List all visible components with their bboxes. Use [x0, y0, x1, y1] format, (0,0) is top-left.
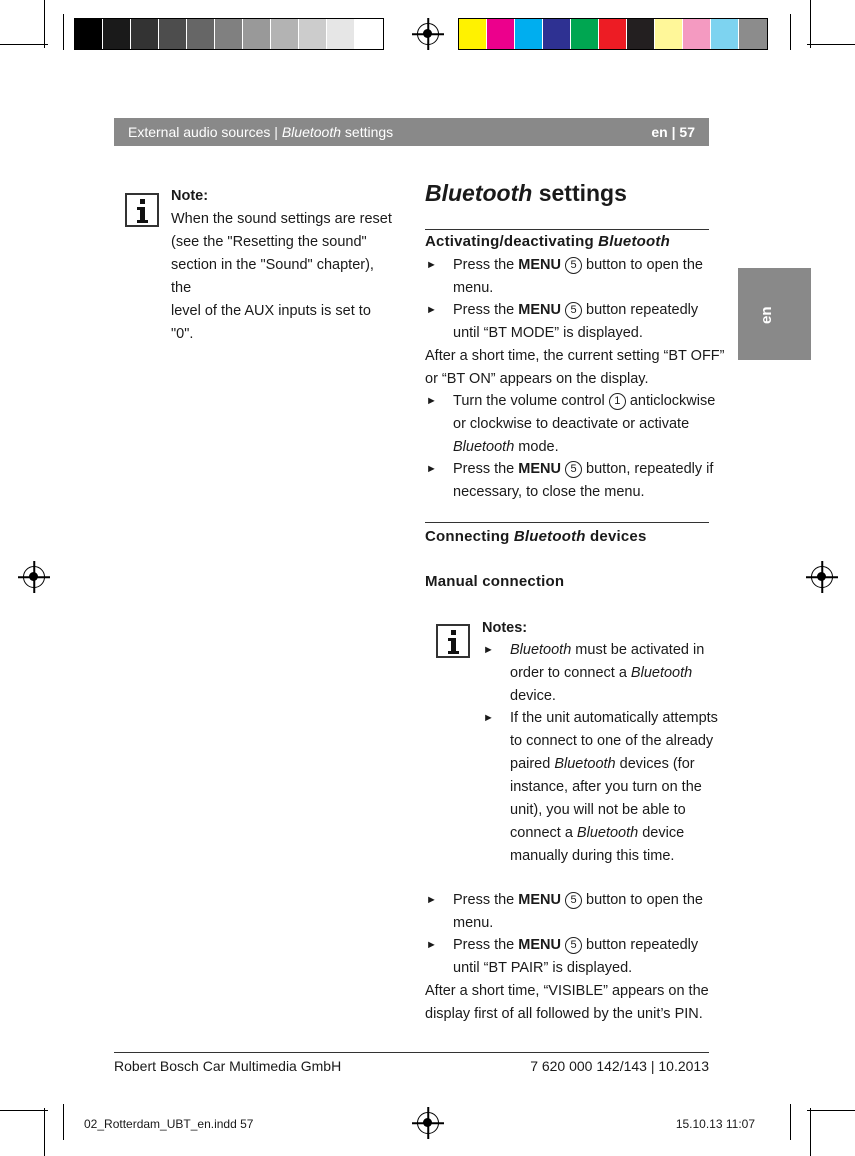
divider [425, 229, 709, 230]
language-tab-label: en [758, 306, 775, 324]
header-section: External audio sources | Bluetooth settings [128, 124, 394, 140]
note-line: (see the "Resetting the sound" [171, 234, 367, 250]
step-item: ► Press the MENU 5 button to open the menu. [426, 892, 703, 931]
note-bullet: ► Bluetooth must be activated in order to connect a Bluetooth device. [483, 642, 705, 704]
manual-connection-heading: Manual connection [425, 573, 565, 590]
note-title: Note: [171, 188, 209, 204]
note-line: section in the "Sound" chapter), the [171, 257, 374, 296]
crop-mark [807, 1110, 855, 1111]
footer-publisher: Robert Bosch Car Multimedia GmbH [114, 1058, 342, 1074]
paragraph: After a short time, “VISIBLE” appears on the display first of all followed by the unit’s PIN. [425, 983, 709, 1022]
crop-mark [790, 1104, 791, 1140]
crop-mark [63, 14, 64, 50]
footer-rule [114, 1052, 709, 1053]
slug-filename: 02_Rotterdam_UBT_en.indd 57 [84, 1117, 254, 1131]
step-item: ► Press the MENU 5 button repeatedly until “BT PAIR” is displayed. [426, 937, 699, 976]
step-item: ► Turn the volume control 1 anticlockwise or clockwise to deactivate or activate Bluetooth mode. [426, 393, 716, 455]
step-item: ► Press the MENU 5 button to open the menu. [426, 257, 703, 296]
crop-mark [0, 44, 48, 45]
registration-mark-icon [417, 23, 439, 45]
info-icon [436, 624, 470, 658]
divider [425, 522, 709, 523]
registration-mark-icon [23, 566, 45, 588]
crop-mark [807, 44, 855, 45]
note-block [171, 185, 396, 346]
crop-mark [63, 1104, 64, 1140]
crop-mark [0, 1110, 48, 1111]
note-line: When the sound settings are reset [171, 211, 392, 227]
page-number: en | 57 [651, 124, 695, 140]
step-item: ► Press the MENU 5 button repeatedly until “BT MODE” is displayed. [426, 302, 699, 341]
grayscale-bar [74, 18, 384, 50]
registration-mark-icon [417, 1112, 439, 1134]
registration-mark-icon [811, 566, 833, 588]
crop-mark [790, 14, 791, 50]
running-header [114, 118, 709, 146]
connecting-heading: Connecting Bluetooth devices [425, 528, 647, 545]
crop-mark [810, 1108, 811, 1156]
crop-mark [810, 0, 811, 48]
footer-doc-number: 7 620 000 142/143 | 10.2013 [530, 1058, 709, 1074]
color-bar [458, 18, 768, 50]
language-tab [738, 268, 811, 360]
page-title: Bluetooth settings [425, 180, 627, 206]
slug-timestamp: 15.10.13 11:07 [675, 1117, 755, 1131]
note-bullet: ► If the unit automatically attempts to connect to one of the already paired Bluetooth devices (for instance, after you turn on the unit), you will not be able to connect a Bluetooth device manually during this time. [483, 710, 718, 864]
crop-mark [44, 0, 45, 48]
paragraph: After a short time, the current setting “BT OFF” or “BT ON” appears on the display. [425, 348, 725, 387]
info-icon [125, 193, 159, 227]
step-item: ► Press the MENU 5 button, repeatedly if necessary, to close the menu. [426, 461, 714, 500]
notes-title: Notes: [482, 620, 528, 636]
note-line: level of the AUX inputs is set to "0". [171, 303, 371, 342]
activating-heading: Activating/deactivating Bluetooth [425, 233, 670, 250]
crop-mark [44, 1108, 45, 1156]
